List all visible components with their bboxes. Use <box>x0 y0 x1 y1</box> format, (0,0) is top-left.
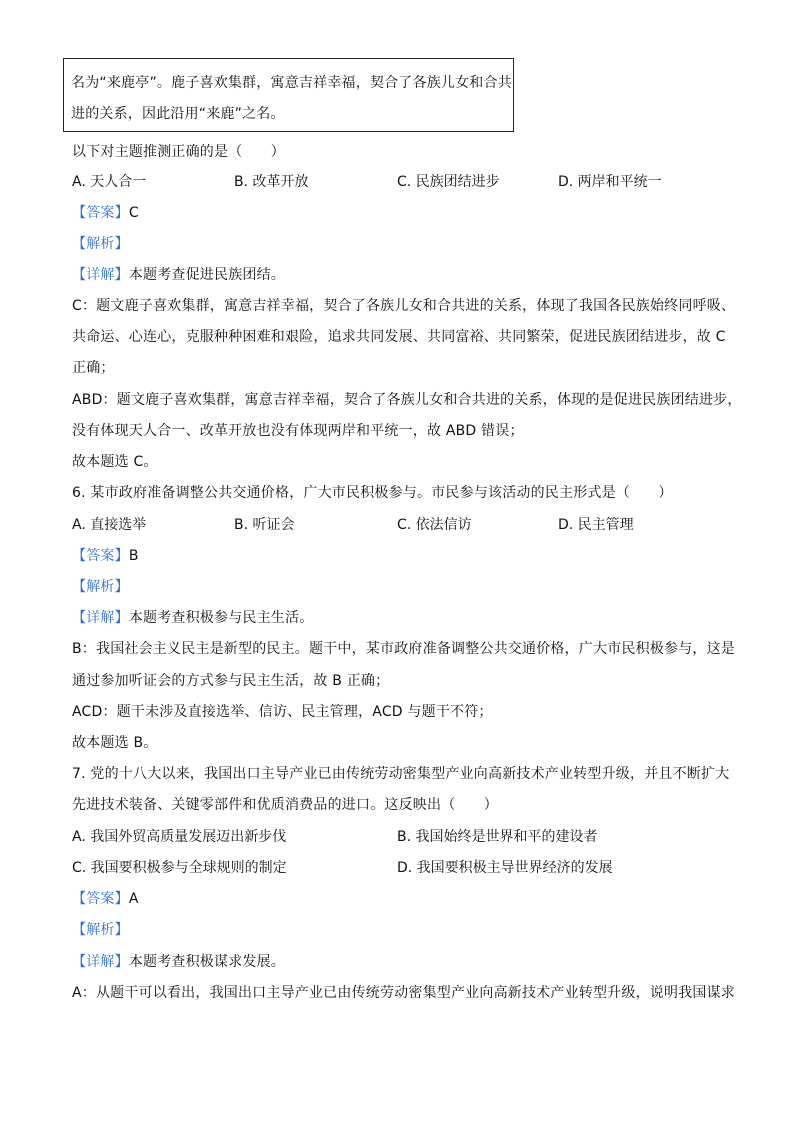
option-b: B. 我国始终是世界和平的建设者 <box>397 829 598 845</box>
answer-tag: 【答案】 <box>72 548 129 564</box>
detail-tag: 【详解】 <box>72 610 129 626</box>
question-stem: 7. 党的十八大以来，我国出口主导产业已由传统劳动密集型产业向高新技术产业转型升级，并且不断扩大 <box>72 766 730 782</box>
option-c: C. 我国要积极参与全球规则的制定 <box>72 860 287 876</box>
detail-tag: 【详解】 <box>72 954 129 970</box>
answer-line <box>72 889 139 909</box>
answer-value: C <box>128 205 139 221</box>
detail-text: 本题考查促进民族团结。 <box>128 267 286 283</box>
explanation-line: 故本题选 B。 <box>72 735 158 751</box>
option-a: A. 天人合一 <box>72 174 147 190</box>
explanation-line: 故本题选 C。 <box>72 454 158 470</box>
answer-value: B <box>128 548 139 564</box>
option-d: D. 两岸和平统一 <box>558 174 662 190</box>
explanation-line: 通过参加听证会的方式参与民主生活，故 B 正确； <box>72 673 390 689</box>
answer-tag: 【答案】 <box>72 205 129 221</box>
analysis-tag: 【解析】 <box>72 579 129 595</box>
option-c: C. 依法信访 <box>397 517 472 533</box>
option-b: B. 改革开放 <box>234 174 309 190</box>
option-b: B. 听证会 <box>234 517 295 533</box>
detail-tag: 【详解】 <box>72 267 129 283</box>
explanation-line: 没有体现天人合一、改革开放也没有体现两岸和平统一，故 ABD 错误； <box>72 423 524 439</box>
explanation-line: A：从题干可以看出，我国出口主导产业已由传统劳动密集型产业向高新技术产业转型升级，说明我国谋求 <box>72 985 735 1001</box>
option-d: D. 我国要积极主导世界经济的发展 <box>397 860 613 876</box>
explanation-line: B：我国社会主义民主是新型的民主。题干中，某市政府准备调整公共交通价格，广大市民积极参与，这是 <box>72 641 736 657</box>
detail-line <box>72 952 285 972</box>
explanation-line: ACD：题干未涉及直接选举、信访、民主管理，ACD 与题干不符； <box>72 704 493 720</box>
answer-line <box>72 203 139 223</box>
answer-line <box>72 546 139 566</box>
detail-text: 本题考查积极参与民主生活。 <box>128 610 314 626</box>
passage-line: 名为“来鹿亭”。鹿子喜欢集群，寓意吉祥幸福，契合了各族儿女和合共 <box>71 75 512 91</box>
analysis-tag: 【解析】 <box>72 236 129 252</box>
explanation-line: 正确； <box>72 360 115 376</box>
detail-line <box>72 265 285 285</box>
option-a: A. 我国外贸高质量发展迈出新步伐 <box>72 829 287 845</box>
question-stem: 以下对主题推测正确的是（ ） <box>72 144 285 160</box>
answer-tag: 【答案】 <box>72 891 129 907</box>
answer-value: A <box>128 891 139 907</box>
explanation-line: C：题文鹿子喜欢集群，寓意吉祥幸福，契合了各族儿女和合共进的关系，体现了我国各民族始终同呼吸、 <box>72 298 736 314</box>
option-c: C. 民族团结进步 <box>397 174 500 190</box>
question-stem: 先进技术装备、关键零部件和优质消费品的进口。这反映出（ ） <box>72 797 498 813</box>
passage-line: 进的关系，因此沿用“来鹿”之名。 <box>71 106 285 122</box>
detail-line <box>72 608 313 628</box>
question-stem: 6. 某市政府准备调整公共交通价格，广大市民积极参与。市民参与该活动的民主形式是（ ） <box>72 485 673 501</box>
explanation-line: ABD：题文鹿子喜欢集群，寓意吉祥幸福，契合了各族儿女和合共进的关系，体现的是促进民族团结进步， <box>72 392 742 408</box>
option-d: D. 民主管理 <box>558 517 634 533</box>
detail-text: 本题考查积极谋求发展。 <box>128 954 286 970</box>
analysis-tag: 【解析】 <box>72 922 129 938</box>
explanation-line: 共命运、心连心，克服种种困难和艰险，追求共同发展、共同富裕、共同繁荣，促进民族团结进步，故 C <box>72 329 726 345</box>
option-a: A. 直接选举 <box>72 517 147 533</box>
